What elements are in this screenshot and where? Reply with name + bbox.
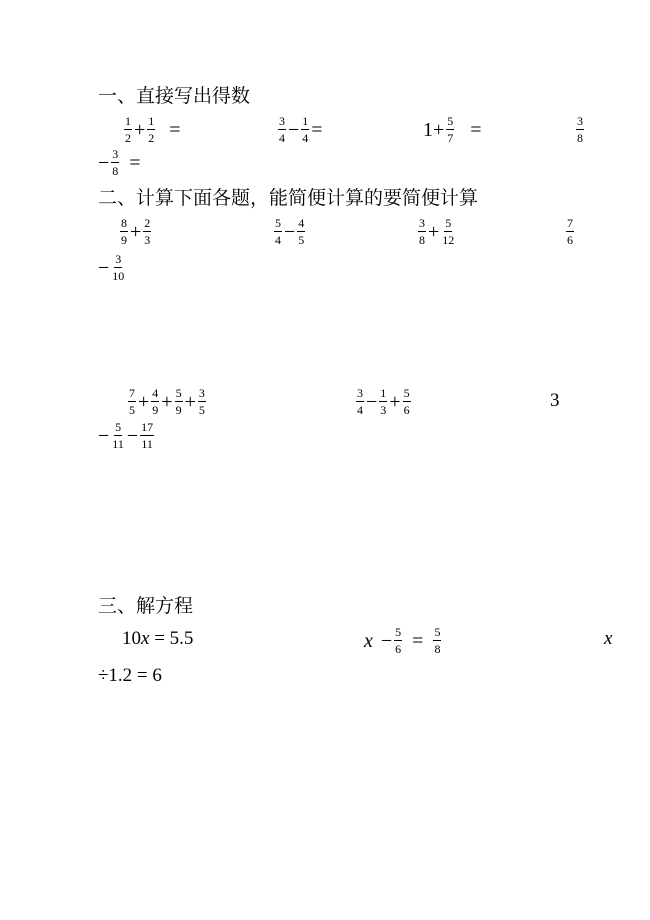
fraction: $\frac{5}{6}$: [395, 625, 402, 656]
equation-3-rest: ÷1.2 = 6: [98, 665, 162, 686]
s2-problem-4-first: [564, 217, 576, 246]
s2-problem-2: $\frac{5}{4}$ − $\frac{4}{5}$: [275, 216, 305, 247]
fraction: $\frac{3}{8}$: [112, 147, 119, 178]
section1-title: 一、直接写出得数: [98, 86, 251, 107]
fraction: $\frac{3}{8}$: [419, 216, 425, 247]
fraction: $\frac{3}{8}$: [577, 114, 583, 145]
s1-problem-2: $\frac{3}{4}$ − $\frac{1}{4}$ =: [279, 114, 323, 145]
fraction: $\frac{5}{4}$: [275, 216, 281, 247]
fraction: $\frac{2}{3}$: [144, 216, 151, 247]
s2-problem-1: $\frac{8}{9}$ + $\frac{2}{3}$: [121, 216, 151, 247]
s2-problem-3: $\frac{3}{8}$ + $\frac{5}{12}$: [419, 216, 455, 247]
fraction: $\frac{4}{5}$: [298, 216, 305, 247]
s1-problem-4-first: [574, 115, 586, 144]
fraction: $\frac{7}{6}$: [567, 216, 573, 247]
fraction: $\frac{7}{5}$: [129, 386, 135, 417]
section2-title: 二、计算下面各题，能简便计算的要简便计算: [98, 188, 479, 209]
fraction: $\frac{8}{9}$: [121, 216, 127, 247]
equation-2: x − $\frac{5}{6}$ = $\frac{5}{8}$: [364, 625, 441, 656]
fraction: $\frac{1}{2}$: [125, 114, 131, 145]
s1-problem-3: 1 + $\frac{5}{7}$ =: [423, 114, 482, 145]
fraction: $\frac{4}{9}$: [152, 386, 159, 417]
s2-problem-5: $\frac{7}{5}$ + $\frac{4}{9}$ + $\frac{5}{9}$ + $\frac{3}{5}$: [129, 386, 205, 417]
s1-problem-1: $\frac{1}{2}$ + $\frac{1}{2}$ =: [125, 114, 181, 145]
fraction: $\frac{5}{7}$: [447, 114, 454, 145]
fraction: $\frac{1}{3}$: [380, 386, 387, 417]
fraction: $\frac{5}{6}$: [403, 386, 410, 417]
s1-problem-4-rest: − $\frac{3}{8}$ =: [98, 147, 141, 178]
fraction: $\frac{5}{12}$: [442, 216, 455, 247]
fraction: $\frac{3}{4}$: [357, 386, 363, 417]
fraction: $\frac{3}{4}$: [279, 114, 285, 145]
fraction: $\frac{5}{11}$: [112, 420, 124, 451]
s2-problem-7-rest: − $\frac{5}{11}$ − $\frac{17}{11}$: [98, 420, 154, 451]
equation-1: 10x = 5.5: [122, 628, 194, 649]
equation-3-var: x: [604, 628, 613, 649]
s2-problem-6: $\frac{3}{4}$ − $\frac{1}{3}$ + $\frac{5}{6}$: [357, 386, 410, 417]
fraction: $\frac{1}{2}$: [148, 114, 155, 145]
fraction: $\frac{17}{11}$: [141, 420, 154, 451]
fraction: $\frac{3}{10}$: [112, 252, 125, 283]
fraction: $\frac{5}{8}$: [434, 625, 441, 656]
s2-problem-7-first: 3: [550, 390, 560, 411]
s2-problem-4-rest: − $\frac{3}{10}$: [98, 252, 125, 283]
fraction: $\frac{3}{5}$: [198, 386, 205, 417]
fraction: $\frac{1}{4}$: [302, 114, 309, 145]
fraction: $\frac{5}{9}$: [175, 386, 182, 417]
section3-title: 三、解方程: [98, 596, 194, 617]
